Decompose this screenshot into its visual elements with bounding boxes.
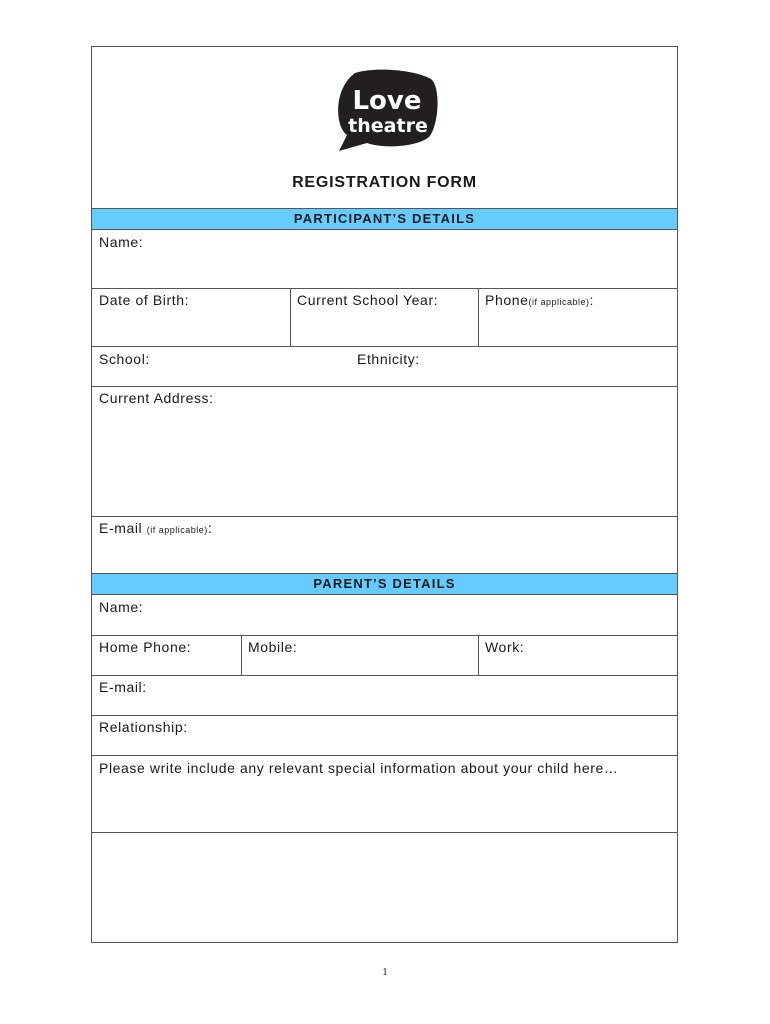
school-year-label: Current School Year: — [297, 292, 439, 308]
page-number: 1 — [382, 966, 388, 978]
work-label: Work: — [485, 639, 525, 655]
logo-line2: theatre — [348, 115, 428, 137]
relationship-label: Relationship: — [99, 719, 188, 735]
parent-name-field[interactable] — [92, 595, 677, 635]
mobile-field[interactable] — [242, 636, 478, 675]
school-field[interactable] — [92, 347, 350, 386]
participant-details-header: PARTICIPANT’S DETAILS — [92, 208, 677, 230]
ethnicity-label: Ethnicity: — [357, 351, 420, 367]
email-colon: : — [207, 520, 213, 536]
parent-details-header: PARENT’S DETAILS — [92, 573, 677, 595]
home-phone-label: Home Phone: — [99, 639, 192, 655]
phone-note: (if applicable) — [528, 297, 590, 307]
form-title: REGISTRATION FORM — [292, 174, 477, 191]
phone-label-text: Phone — [485, 292, 529, 308]
address-label: Current Address: — [99, 390, 214, 406]
home-phone-field[interactable] — [92, 636, 241, 675]
ethnicity-field[interactable] — [350, 347, 678, 386]
phone-colon: : — [589, 292, 595, 308]
participant-name-label: Name: — [99, 234, 144, 250]
special-info-label: Please write include any relevant special information about your child here… — [99, 760, 619, 776]
dob-label: Date of Birth: — [99, 292, 190, 308]
phone-field[interactable] — [479, 289, 678, 346]
mobile-label: Mobile: — [248, 639, 298, 655]
participant-email-label — [99, 520, 212, 536]
work-field[interactable] — [479, 636, 678, 675]
love-theatre-logo — [333, 69, 441, 151]
email-note: (if applicable) — [146, 525, 208, 535]
parent-email-field[interactable] — [92, 675, 677, 715]
parent-email-label: E-mail: — [99, 679, 147, 695]
logo-line1: Love — [352, 86, 422, 116]
parent-name-label: Name: — [99, 599, 144, 615]
email-label-text: E-mail — [99, 520, 143, 536]
registration-form — [91, 46, 678, 943]
participant-name-field[interactable] — [92, 230, 677, 288]
special-info-area[interactable] — [92, 832, 677, 942]
school-year-field[interactable] — [291, 289, 478, 346]
dob-field[interactable] — [92, 289, 290, 346]
school-label: School: — [99, 351, 150, 367]
